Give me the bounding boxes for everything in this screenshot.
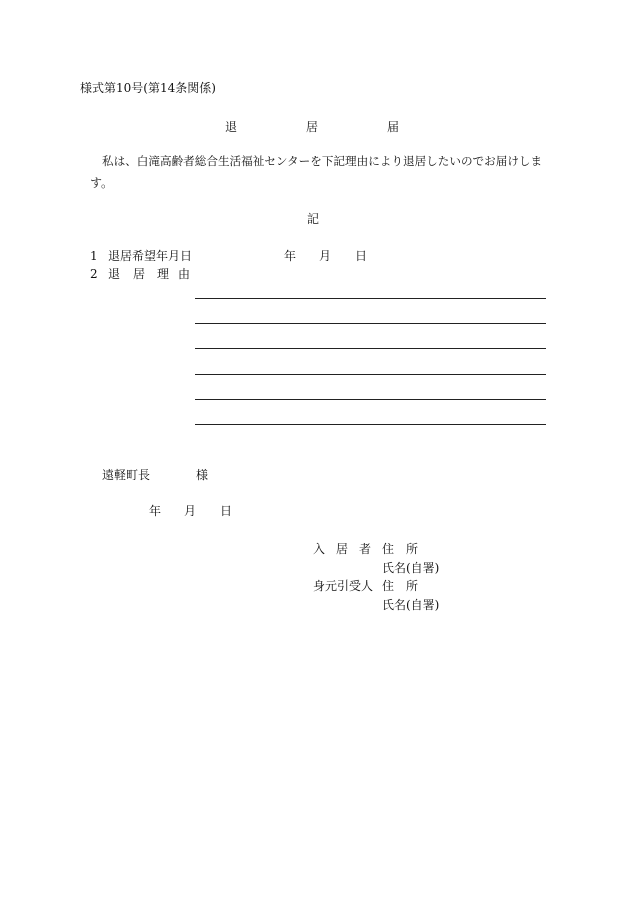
title-char-2: 居 xyxy=(306,120,319,134)
reason-line-2[interactable] xyxy=(195,323,546,324)
body-text-line-1: 私は、白滝高齢者総合生活福祉センターを下記理由により退居したいのでお届けしま xyxy=(102,154,543,168)
reason-line-4[interactable] xyxy=(195,374,546,375)
addressee-honorific: 様 xyxy=(196,468,209,482)
resident-char-3: 者 xyxy=(359,542,372,556)
item-1-month: 月 xyxy=(319,249,332,263)
item-1-day: 日 xyxy=(355,249,368,263)
guarantor-address-char-1: 住 xyxy=(382,579,395,593)
reason-line-6[interactable] xyxy=(195,424,546,425)
guarantor-address-char-2: 所 xyxy=(406,579,419,593)
submission-month: 月 xyxy=(184,504,197,518)
title-char-3: 届 xyxy=(387,120,400,134)
ki-heading: 記 xyxy=(307,212,320,226)
item-1-number: 1 xyxy=(90,249,98,263)
submission-day: 日 xyxy=(220,504,233,518)
reason-line-1[interactable] xyxy=(195,298,546,299)
resident-char-1: 入 xyxy=(313,542,326,556)
item-2-char-3: 理 xyxy=(157,267,170,281)
resident-address-char-2: 所 xyxy=(406,542,419,556)
reason-line-5[interactable] xyxy=(195,399,546,400)
submission-year: 年 xyxy=(149,504,162,518)
addressee-name: 遠軽町長 xyxy=(102,468,151,482)
guarantor-label: 身元引受人 xyxy=(313,579,374,593)
guarantor-name-label: 氏名(自署) xyxy=(382,598,440,612)
item-2-number: 2 xyxy=(90,267,98,281)
item-2-char-2: 居 xyxy=(133,267,146,281)
resident-char-2: 居 xyxy=(336,542,349,556)
item-1-year: 年 xyxy=(284,249,297,263)
resident-name-label: 氏名(自署) xyxy=(382,561,440,575)
title-char-1: 退 xyxy=(225,120,238,134)
reason-line-3[interactable] xyxy=(195,348,546,349)
form-number: 様式第10号(第14条関係) xyxy=(80,81,216,95)
item-2-char-1: 退 xyxy=(108,267,121,281)
item-1-label: 退居希望年月日 xyxy=(108,249,193,263)
resident-address-char-1: 住 xyxy=(382,542,395,556)
item-2-char-4: 由 xyxy=(178,267,191,281)
body-text-line-2: す。 xyxy=(90,176,114,190)
